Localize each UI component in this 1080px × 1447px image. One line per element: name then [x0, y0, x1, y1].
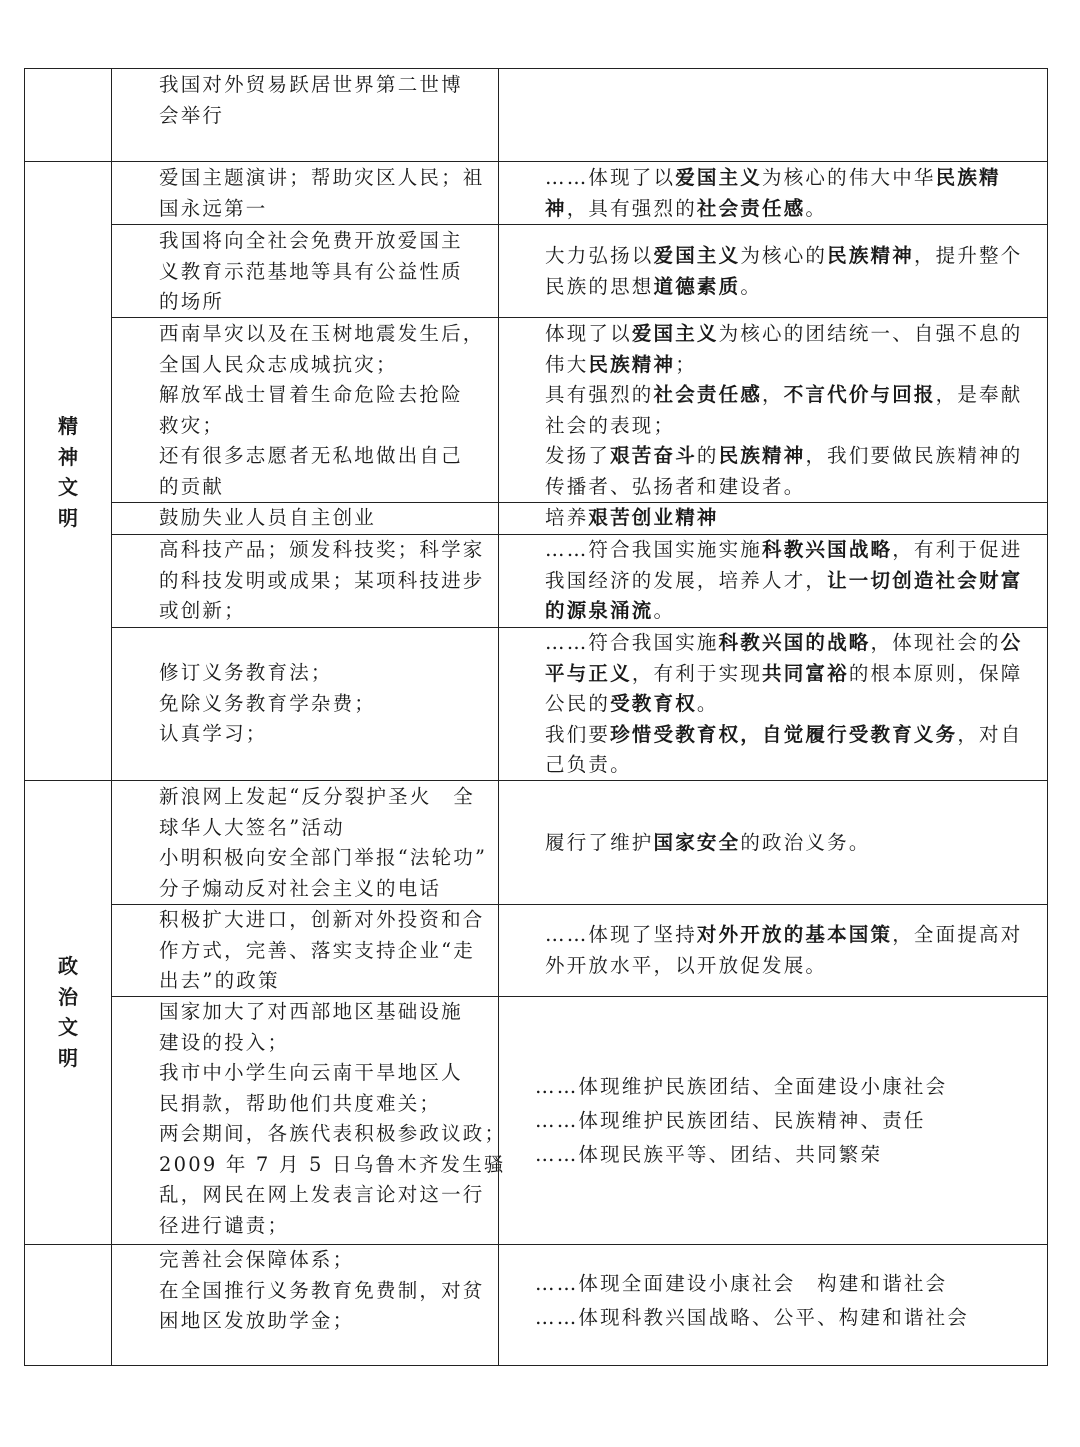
analysis-line: [545, 411, 1043, 442]
event-cell: [135, 503, 499, 534]
text-segment: ……体现维护民族团结、全面建设小康社会: [535, 1074, 948, 1098]
analysis-lines: [545, 241, 1043, 302]
analysis-line: [545, 319, 1043, 350]
event-line: 完善社会保障体系；: [159, 1248, 355, 1271]
text-segment: ……体现了以: [545, 166, 676, 189]
analysis-cell: [523, 997, 1049, 1244]
event-lines: [159, 319, 499, 502]
event-line: 的科技发明或成果；某项科技进步: [159, 568, 485, 592]
text-segment: 社会的表现；: [545, 413, 676, 437]
event-line: 分子煽动反对社会主义的电话: [159, 876, 442, 900]
event-line: 义教育示范基地等具有公益性质: [159, 259, 463, 283]
section-divider: [25, 161, 1047, 162]
event-cell: [135, 997, 507, 1244]
text-segment: ，有利于促进: [892, 538, 1023, 561]
event-lines: [159, 535, 499, 627]
event-line: 小明积极向安全部门举报“法轮功”: [159, 846, 488, 869]
event-line: 全国人民众志成城抗灾；: [159, 352, 398, 376]
event-lines: [159, 163, 499, 224]
key-term: 的源泉涌流: [545, 599, 654, 622]
event-line: 修订义务教育法；: [159, 661, 333, 685]
event-line: 的贡献: [159, 474, 225, 498]
text-segment: ，全面提高对: [892, 923, 1023, 946]
event-line: 我国将向全社会免费开放爱国主: [159, 229, 463, 252]
event-line: 我市中小学生向云南干旱地区人: [159, 1061, 463, 1084]
text-segment: ……体现民族平等、团结、共同繁荣: [535, 1142, 883, 1166]
key-term: 科教兴国战略: [762, 538, 893, 561]
category-char: 文: [58, 1015, 78, 1039]
analysis-lines: [545, 628, 1043, 781]
analysis-line: [545, 689, 1043, 720]
category-political: [25, 951, 111, 1073]
event-line: 认真学习；: [159, 722, 268, 746]
event-line: 乱，网民在网上发表言论对这一行: [159, 1183, 485, 1206]
key-term: 民族精神: [588, 352, 676, 376]
event-line: 民捐款，帮助他们共度难关；: [159, 1091, 442, 1115]
event-line: 新浪网上发起“反分裂护圣火 全: [159, 785, 475, 808]
event-line: 鼓励失业人员自主创业: [159, 506, 377, 529]
text-segment: ，体现社会的: [870, 631, 1001, 654]
analysis-line: [545, 535, 1043, 566]
analysis-lines: [535, 1267, 1043, 1335]
text-segment: 。: [805, 196, 828, 220]
event-lines: [159, 782, 499, 904]
category-char: 明: [58, 505, 78, 530]
key-term: 民族精: [935, 166, 1001, 189]
event-cell: [135, 782, 499, 904]
text-segment: 外开放水平，以开放促发展。: [545, 953, 828, 977]
key-term: 让一切创造社会财富: [827, 568, 1023, 592]
analysis-cell: [523, 628, 1049, 780]
event-line: 救灾；: [159, 413, 225, 437]
event-line: 免除义务教育学杂费；: [159, 691, 377, 715]
analysis-line: [545, 659, 1043, 690]
event-cell: [135, 535, 499, 627]
text-segment: ，提升整个: [913, 244, 1023, 267]
event-line: 会举行: [159, 103, 225, 127]
text-segment: 伟大: [545, 352, 589, 376]
analysis-line: [545, 441, 1043, 472]
text-segment: 的根本原则，保障: [848, 661, 1023, 685]
text-segment: ，: [762, 383, 784, 406]
text-segment: 体现了以: [545, 322, 632, 345]
event-line: 两会期间，各族代表积极参政议政；: [159, 1122, 507, 1145]
analysis-cell: [523, 905, 1049, 996]
analysis-line: [545, 720, 1043, 751]
event-line: 高科技产品；颁发科技奖；科学家: [159, 538, 485, 561]
analysis-cell: [523, 70, 1049, 161]
category-char: 精: [58, 414, 78, 438]
event-line: 径进行谴责；: [159, 1213, 290, 1237]
text-segment: ……符合我国实施实施: [545, 538, 763, 561]
key-term: 爱国主义: [631, 322, 719, 345]
analysis-line: [545, 163, 1043, 194]
analysis-line: [535, 1104, 1043, 1138]
category-char: 文: [58, 475, 78, 499]
text-segment: 具有强烈的: [545, 383, 654, 406]
analysis-cell: [523, 163, 1049, 224]
analysis-line: [545, 503, 1043, 534]
key-term: 受教育权: [610, 692, 697, 715]
event-lines: [159, 226, 499, 318]
analysis-line: [545, 194, 1043, 225]
event-lines: [159, 997, 507, 1241]
key-term: 民族精神: [827, 244, 914, 267]
analysis-cell: [523, 503, 1049, 534]
event-lines: [159, 1245, 499, 1337]
analysis-lines: [545, 828, 1043, 859]
analysis-lines: [545, 319, 1043, 502]
analysis-line: [545, 951, 1043, 982]
event-line: 国永远第一: [159, 196, 268, 220]
key-term: 共同富裕: [762, 661, 849, 685]
event-line: 2009 年 7 月 5 日乌鲁木齐发生骚: [159, 1152, 506, 1176]
text-segment: 我们要: [545, 722, 611, 746]
analysis-lines: [545, 920, 1043, 981]
event-lines: [159, 70, 499, 131]
row-divider: [111, 224, 1047, 225]
text-segment: 的政治义务。: [740, 830, 871, 854]
column-divider: [111, 69, 112, 1365]
event-line: 积极扩大进口，创新对外投资和合: [159, 908, 485, 931]
event-cell: [135, 628, 499, 780]
analysis-lines: [545, 535, 1043, 627]
key-term: 爱国主义: [675, 166, 763, 189]
text-segment: ……体现了坚持: [545, 923, 697, 946]
analysis-line: [545, 566, 1043, 597]
analysis-cell: [523, 535, 1049, 627]
event-line: 球华人大签名”活动: [159, 815, 345, 839]
event-line: 或创新；: [159, 599, 246, 622]
key-term: 对外开放的基本国策: [696, 923, 893, 946]
key-term: 珍惜受教育权，自觉履行受教育义务: [610, 722, 958, 746]
event-cell: [135, 163, 499, 224]
text-segment: ，我们要做民族精神的: [805, 444, 1023, 467]
category-char: 明: [58, 1045, 78, 1070]
analysis-line: [545, 628, 1043, 659]
text-segment: ，对自: [957, 722, 1023, 746]
text-segment: 发扬了: [545, 444, 611, 467]
event-line: 西南旱灾以及在玉树地震发生后，: [159, 322, 485, 345]
text-segment: ……体现全面建设小康社会 构建和谐社会: [535, 1272, 948, 1295]
analysis-line: [545, 272, 1043, 303]
text-segment: 己负责。: [545, 753, 632, 776]
analysis-lines: [535, 1070, 1043, 1172]
text-segment: 传播者、弘扬者和建设者。: [545, 474, 806, 498]
event-lines: [159, 503, 499, 534]
event-line: 的场所: [159, 290, 225, 313]
text-segment: 履行了维护: [545, 830, 654, 854]
text-segment: 我国经济的发展，培养人才，: [545, 568, 828, 592]
text-segment: 。: [696, 692, 719, 715]
text-segment: ……体现科教兴国战略、公平、构建和谐社会: [535, 1306, 970, 1329]
event-line: 作方式，完善、落实支持企业“走: [159, 938, 475, 962]
text-segment: 为核心的: [740, 244, 828, 267]
text-segment: 大力弘扬以: [545, 244, 654, 267]
key-term: 国家安全: [653, 830, 741, 854]
text-segment: ，有利于实现: [631, 661, 763, 685]
text-segment: 。: [740, 274, 763, 298]
event-line: 困地区发放助学金；: [159, 1309, 355, 1332]
event-line: 爱国主题演讲；帮助灾区人民；祖: [159, 166, 485, 189]
analysis-cell: [523, 319, 1049, 502]
analysis-line: [545, 596, 1043, 627]
analysis-line: [535, 1138, 1043, 1172]
category-spiritual: [25, 411, 111, 533]
text-segment: ，是奉献: [935, 383, 1023, 406]
text-segment: 为核心的伟大中华: [762, 166, 936, 189]
text-segment: 的: [696, 444, 719, 467]
analysis-cell: [523, 782, 1049, 904]
key-term: 社会责任感: [696, 196, 806, 220]
analysis-line: [535, 1070, 1043, 1104]
text-segment: ；: [675, 352, 697, 376]
analysis-line: [545, 920, 1043, 951]
event-cell: [135, 226, 499, 317]
analysis-cell: [523, 1267, 1049, 1357]
event-cell: [135, 905, 499, 996]
event-lines: [159, 658, 499, 750]
analysis-line: [545, 350, 1043, 381]
key-term: 社会责任感: [653, 383, 763, 406]
event-cell: [135, 70, 499, 161]
analysis-line: [545, 241, 1043, 272]
text-segment: 民族的思想: [545, 274, 654, 298]
text-segment: 为核心的团结统一、自强不息的: [718, 322, 1023, 345]
event-line: 解放军战士冒着生命危险去抢险: [159, 383, 463, 406]
text-segment: 公民的: [545, 692, 611, 715]
key-term: 艰苦奋斗: [610, 444, 697, 467]
text-segment: ，具有强烈的: [566, 196, 697, 220]
analysis-lines: [545, 163, 1043, 224]
key-term: 不言代价与回报: [783, 383, 936, 406]
key-term: 平与正义: [545, 661, 632, 685]
event-line: 国家加大了对西部地区基础设施: [159, 1000, 463, 1023]
key-term: 科教兴国的战略: [718, 631, 871, 654]
key-term: 道德素质: [653, 274, 741, 298]
analysis-line: [545, 828, 1043, 859]
event-line: 出去”的政策: [159, 969, 280, 992]
analysis-line: [535, 1267, 1043, 1301]
key-term: 爱国主义: [653, 244, 741, 267]
analysis-line: [535, 1301, 1043, 1335]
content-table: [24, 68, 1048, 1366]
text-segment: 。: [653, 599, 676, 622]
key-term: 民族精神: [718, 444, 806, 467]
text-segment: ……符合我国实施: [545, 631, 719, 654]
category-char: 政: [58, 954, 78, 978]
event-cell: [135, 319, 499, 502]
text-segment: ……体现维护民族团结、民族精神、责任: [535, 1108, 926, 1132]
event-lines: [159, 905, 499, 997]
category-char: 治: [58, 984, 78, 1009]
event-line: 还有很多志愿者无私地做出自己: [159, 444, 463, 467]
category-char: 神: [58, 444, 78, 469]
analysis-cell: [523, 226, 1049, 317]
key-term: 公: [1000, 631, 1023, 654]
analysis-lines: [545, 503, 1043, 534]
text-segment: 培养: [545, 506, 589, 529]
event-cell: [135, 1245, 499, 1365]
event-line: 建设的投入；: [159, 1030, 290, 1054]
analysis-line: [545, 750, 1043, 781]
event-line: 我国对外贸易跃居世界第二世博: [159, 73, 463, 96]
event-line: 在全国推行义务教育免费制，对贫: [159, 1278, 485, 1302]
analysis-line: [545, 472, 1043, 503]
key-term: 艰苦创业精神: [588, 506, 719, 529]
key-term: 神: [545, 196, 567, 220]
analysis-line: [545, 380, 1043, 411]
